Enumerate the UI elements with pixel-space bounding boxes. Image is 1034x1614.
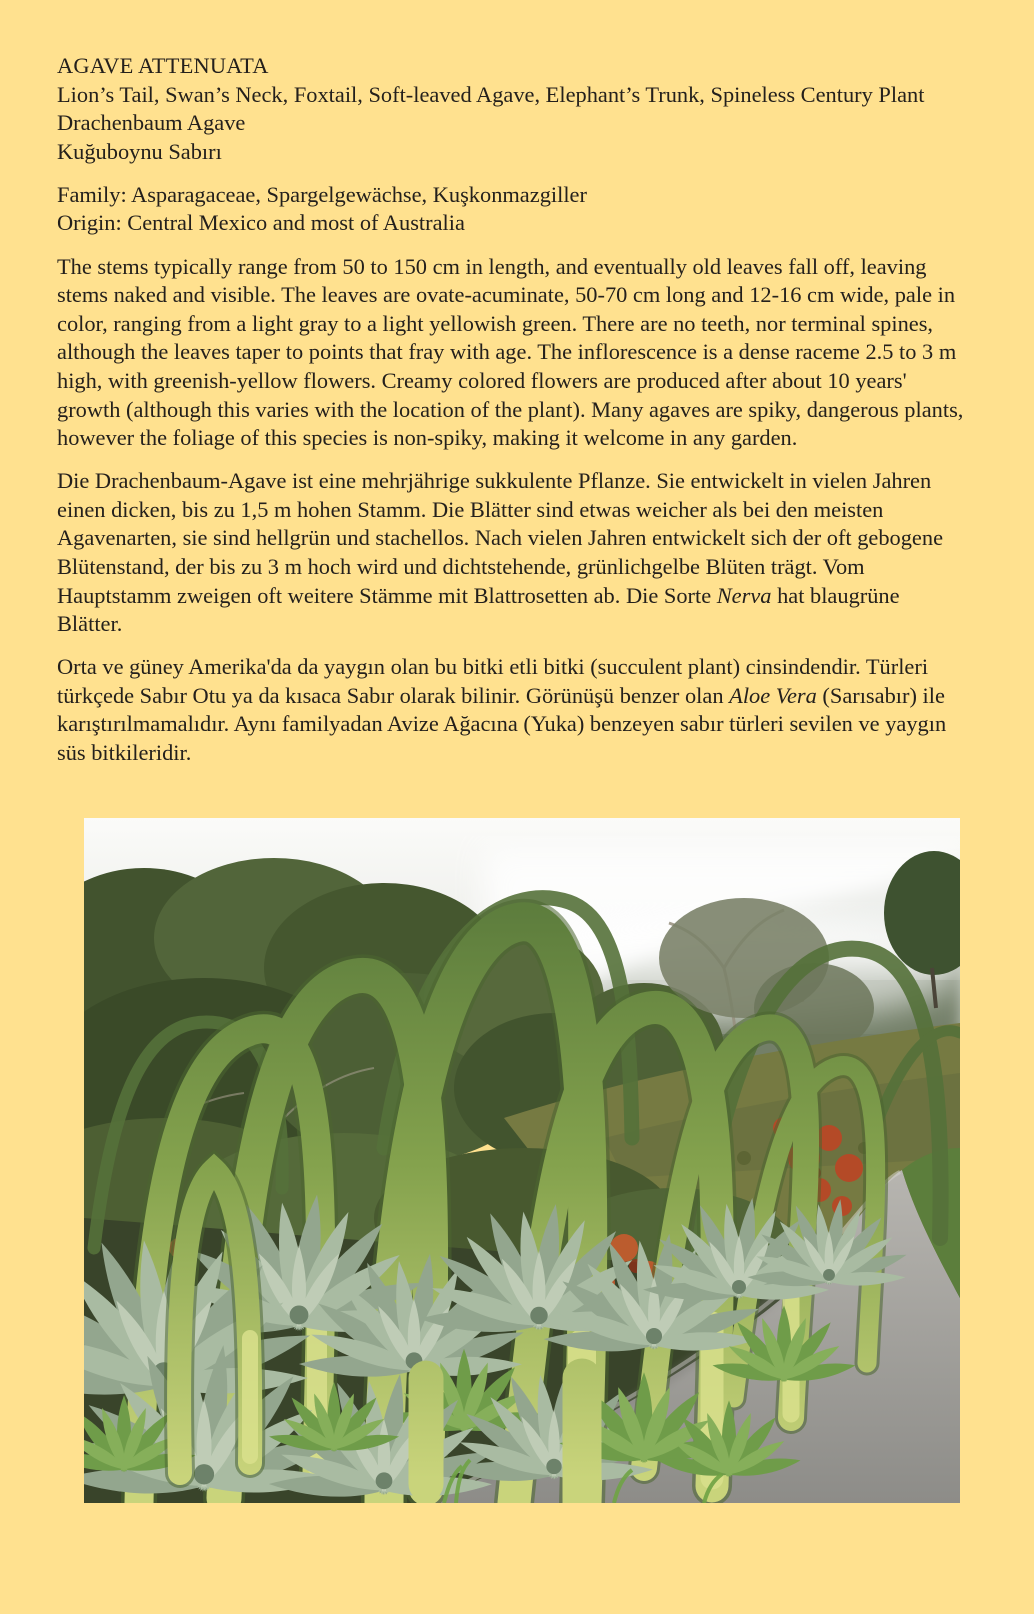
paragraph-english: The stems typically range from 50 to 150 cm in length, and eventually old leaves fall off, leaving stems naked and visible. The leaves are ovate-acuminate, 50-70 cm long and 12-16 cm wide, pale in color, ranging from a light gray to a light yellowish green. There are no teeth, nor terminal spines, although the leaves taper to points that fray with age. The inflorescence is a dense raceme 2.5 to 3 m high, with greenish-yellow flowers. Creamy colored flowers are produced after about 10 years' growth (although this varies with the location of the plant). Many agaves are spiky, dangerous plants, however the foliage of this species is non-spiky, making it welcome in any garden. bbox=[57, 253, 964, 451]
paragraph-turkish: Orta ve güney Amerika'da da yaygın olan bu bitki etli bitki (succulent plant) cinsindendir. Türleri türkçede Sabır Otu ya da kısaca Sabır olarak bilinir. Görünüşü benzer olan Aloe Vera (Sarısabır) ile karıştırılmamalıdır. Aynı familyadan Avize Ağacına (Yuka) benzeyen sabır türleri sevilen ve yaygın süs bitkileridir. bbox=[57, 654, 947, 766]
agave-photo-illustration bbox=[84, 818, 960, 1503]
origin-line: Origin: Central Mexico and most of Australia bbox=[57, 210, 465, 236]
page-title: AGAVE ATTENUATA bbox=[57, 53, 269, 78]
body-text bbox=[57, 253, 965, 768]
header-block bbox=[57, 52, 965, 166]
paragraph-german: Die Drachenbaum-Agave ist eine mehrjährige sukkulente Pflanze. Sie entwickelt in vielen Jahren einen dicken, bis zu 1,5 m hohen Stamm. Die Blätter sind etwas weicher als bei den meisten Agavenarten, sie sind hellgrün und stachellos. Nach vielen Jahren entwickelt sich der oft gebogene Blütenstand, der bis zu 3 m hoch wird und dichtstehende, grünlichgelbe Blüten trägt. Vom Hauptstamm zweigen oft weitere Stämme mit Blattrosetten ab. Die Sorte Nerva hat blaugrüne Blätter. bbox=[57, 468, 944, 637]
common-names-english: Lion’s Tail, Swan’s Neck, Foxtail, Soft-leaved Agave, Elephant’s Trunk, Spineless Century Plant bbox=[57, 81, 925, 107]
taxonomy-block bbox=[57, 181, 965, 238]
agave-photo bbox=[84, 818, 960, 1503]
common-name-turkish: Kuğuboynu Sabırı bbox=[57, 138, 222, 164]
family-line: Family: Asparagaceae, Spargelgewächse, Kuşkonmazgiller bbox=[57, 181, 587, 207]
common-name-german: Drachenbaum Agave bbox=[57, 110, 246, 136]
